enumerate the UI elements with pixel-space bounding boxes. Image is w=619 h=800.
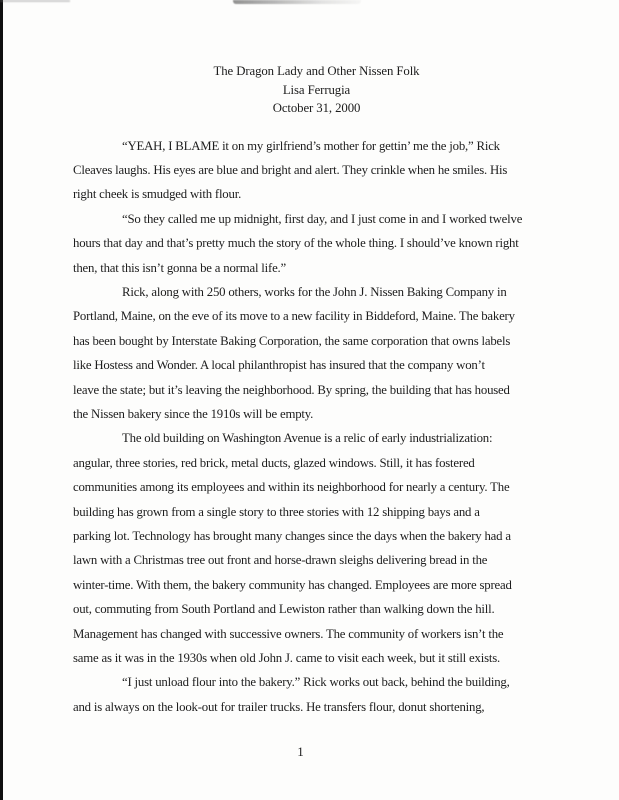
text-line: communities among its employees and within its neighborhood for nearly a century. The (73, 480, 510, 495)
title-block (73, 62, 560, 118)
page-number: 1 (297, 744, 304, 759)
text-line: right cheek is smudged with flour. (73, 187, 242, 202)
text-line: leave the state; but it’s leaving the neighborhood. By spring, the building that has housed (73, 382, 510, 397)
text-line: Management has changed with successive owners. The community of workers isn’t the (73, 626, 504, 641)
text-line: “So they called me up midnight, first day, and I just come in and I worked twelve (122, 211, 523, 226)
document-title: The Dragon Lady and Other Nissen Folk (213, 64, 420, 78)
text-line: the Nissen bakery since the 1910s will be empty. (73, 406, 314, 421)
text-line: out, commuting from South Portland and Lewiston rather than walking down the hill. (73, 602, 495, 617)
text-line: then, that this isn’t gonna be a normal life.” (73, 260, 287, 275)
scan-smudge-artifact (233, 0, 361, 4)
text-line: Rick, along with 250 others, works for the John J. Nissen Baking Company in (122, 284, 507, 299)
text-line: building has grown from a single story to three stories with 12 shipping bays and a (73, 504, 480, 519)
text-line: “I just unload flour into the bakery.” Rick works out back, behind the building, (122, 675, 510, 690)
text-line: and is always on the look-out for trailer trucks. He transfers flour, donut shortening, (73, 699, 485, 714)
text-line: The old building on Washington Avenue is a relic of early industrialization: (122, 431, 493, 446)
text-line: parking lot. Technology has brought many changes since the days when the bakery had a (73, 529, 511, 543)
text-line: “YEAH, I BLAME it on my girlfriend’s mother for gettin’ me the job,” Rick (122, 138, 500, 153)
document-body (73, 134, 573, 720)
document-date: October 31, 2000 (272, 101, 361, 116)
scan-edge-artifact (0, 0, 3, 800)
scan-corner-artifact (0, 0, 70, 2)
text-line: Portland, Maine, on the eve of its move to a new facility in Biddeford, Maine. The bakery (73, 309, 515, 324)
document-author: Lisa Ferrugia (282, 82, 351, 97)
text-line: same as it was in the 1930s when old John J. came to visit each week, but it still exists. (73, 651, 500, 666)
text-line: has been bought by Interstate Baking Corporation, the same corporation that owns labels (73, 333, 511, 348)
text-line: hours that day and that’s pretty much the story of the whole thing. I should’ve known right (73, 236, 519, 251)
text-line: like Hostess and Wonder. A local philanthropist has insured that the company won’t (73, 358, 485, 373)
text-line: winter-time. With them, the bakery community has changed. Employees are more spread (73, 577, 512, 592)
text-line: angular, three stories, red brick, metal ducts, glazed windows. Still, it has fostered (73, 455, 475, 470)
text-line: lawn with a Christmas tree out front and horse-drawn sleighs delivering bread in the (73, 553, 488, 568)
text-line: Cleaves laughs. His eyes are blue and bright and alert. They crinkle when he smiles. His (73, 162, 508, 177)
